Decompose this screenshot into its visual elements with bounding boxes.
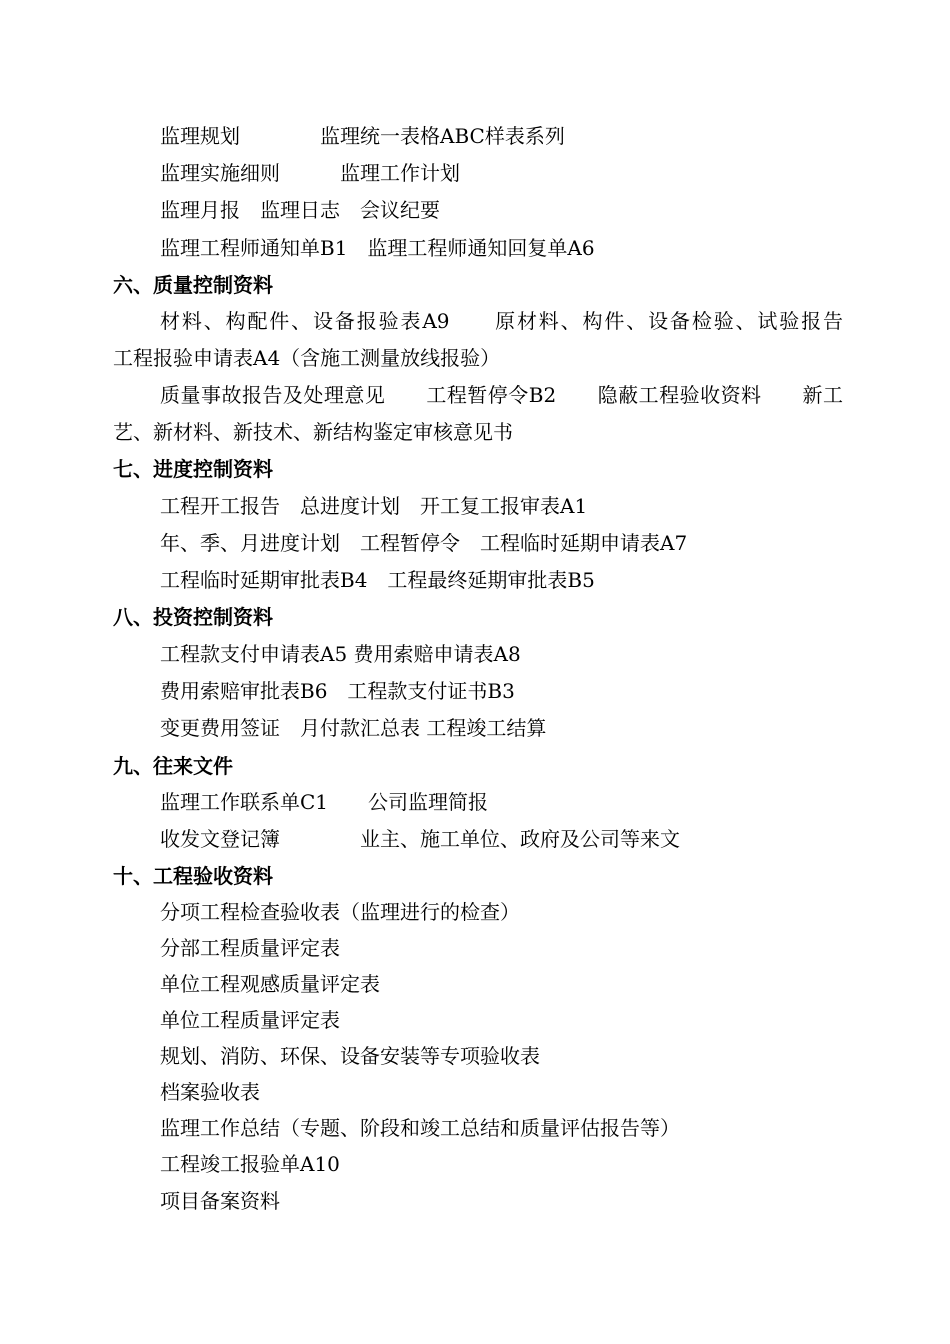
list-item: 年、季、月进度计划 工程暂停令 工程临时延期申请表A7: [160, 531, 688, 555]
list-item: 工程款支付申请表A5 费用索赔申请表A8: [160, 642, 521, 666]
list-item: 监理实施细则 监理工作计划: [160, 161, 460, 185]
list-item: 监理工程师通知单B1 监理工程师通知回复单A6: [160, 236, 595, 260]
section-heading: 九、往来文件: [113, 754, 233, 778]
list-item: 变更费用签证 月付款汇总表 工程竣工结算: [160, 716, 547, 740]
list-item: 档案验收表: [160, 1080, 260, 1104]
list-item: 分项工程检查验收表（监理进行的检查）: [160, 900, 520, 924]
list-item: 工程竣工报验单A10: [160, 1152, 340, 1176]
section-heading: 七、进度控制资料: [113, 457, 273, 481]
list-item: 监理月报 监理日志 会议纪要: [160, 198, 440, 222]
list-item: 费用索赔审批表B6 工程款支付证书B3: [160, 679, 515, 703]
list-item: 单位工程观感质量评定表: [160, 972, 380, 996]
list-item: 材料、构配件、设备报验表A9 原材料、构件、设备检验、试验报告 工程报验申请表A4（含施工测量放线报验）: [113, 309, 883, 370]
list-item: 项目备案资料: [160, 1189, 280, 1213]
list-item: 监理规划 监理统一表格ABC样表系列: [160, 124, 565, 148]
section-heading: 六、质量控制资料: [113, 273, 273, 297]
list-item: 单位工程质量评定表: [160, 1008, 340, 1032]
list-item: 监理工作联系单C1 公司监理简报: [160, 790, 489, 814]
list-item: 分部工程质量评定表: [160, 936, 340, 960]
list-item: 规划、消防、环保、设备安装等专项验收表: [160, 1044, 540, 1068]
section-heading: 十、工程验收资料: [113, 864, 273, 888]
list-item: 工程临时延期审批表B4 工程最终延期审批表B5: [160, 568, 595, 592]
list-item: 质量事故报告及处理意见 工程暂停令B2 隐蔽工程验收资料 新工艺、新材料、新技术、新结构鉴定审核意见书: [113, 383, 843, 444]
list-item: 工程开工报告 总进度计划 开工复工报审表A1: [160, 494, 588, 518]
section-heading: 八、投资控制资料: [113, 605, 273, 629]
list-item: 收发文登记簿 业主、施工单位、政府及公司等来文: [160, 827, 680, 851]
list-item: 监理工作总结（专题、阶段和竣工总结和质量评估报告等）: [160, 1116, 680, 1140]
